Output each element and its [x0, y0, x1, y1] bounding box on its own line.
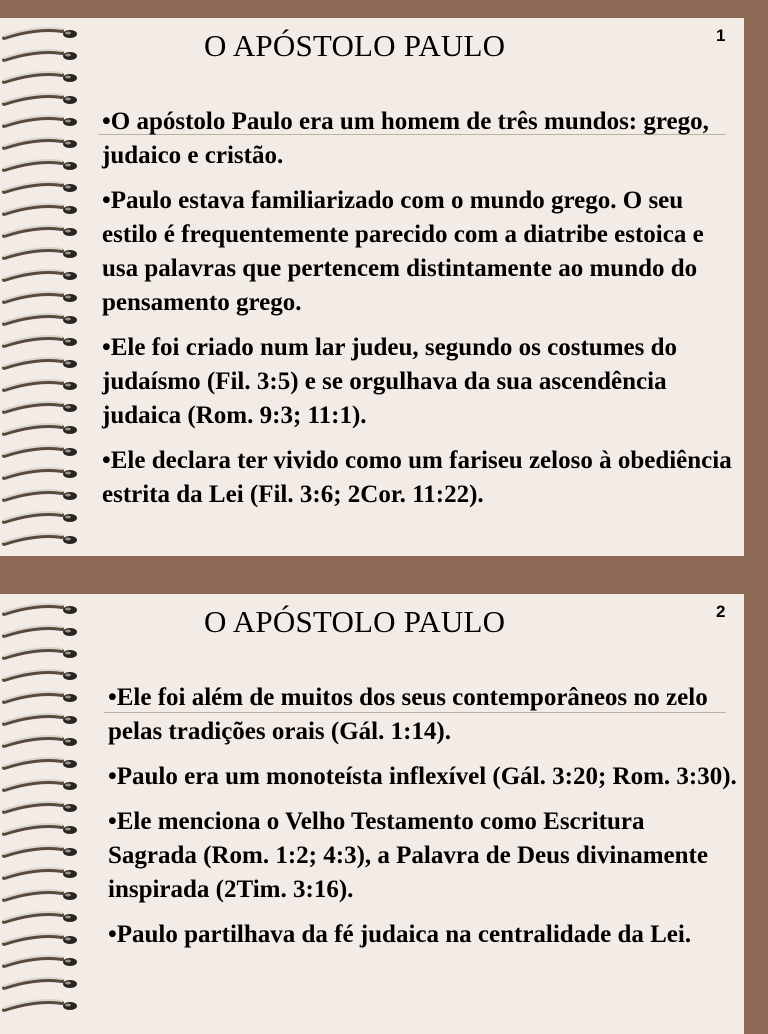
spiral-ring: [4, 94, 77, 104]
spiral-ring: [4, 248, 77, 258]
spiral-ring: [4, 182, 77, 192]
spiral-ring: [4, 402, 77, 412]
spiral-ring: [4, 270, 77, 280]
spiral-ring: [4, 204, 77, 214]
spiral-ring: [4, 912, 77, 922]
spiral-ring: [4, 226, 77, 236]
spiral-ring: [4, 978, 77, 988]
spiral-ring: [4, 802, 77, 812]
spiral-ring: [4, 424, 77, 434]
spiral-ring: [4, 1000, 77, 1010]
spiral-ring: [4, 50, 77, 60]
spiral-ring: [4, 72, 77, 82]
spiral-ring: [4, 490, 77, 500]
paragraph: •Ele foi além de muitos dos seus contemporâneos no zelo pelas tradições orais (Gál. 1:14).: [108, 684, 708, 745]
spiral-ring: [4, 692, 77, 702]
spiral-ring: [4, 534, 77, 544]
spiral-ring: [4, 868, 77, 878]
slide-body: [108, 681, 738, 963]
spiral-ring: [4, 116, 77, 126]
spiral-ring: [4, 604, 77, 614]
paragraph: •Paulo era um monoteísta inflexível (Gál. 3:20; Rom. 3:30).: [108, 763, 737, 790]
spiral-ring: [4, 780, 77, 790]
paragraph: •Paulo estava familiarizado com o mundo grego. O seu estilo é frequentemente parecido com a diatribe estoica e usa palavras que pertencem distintamente ao mundo do pensamento grego.: [102, 187, 704, 316]
spiral-ring: [4, 380, 77, 390]
spiral-ring: [4, 160, 77, 170]
slide-number: 1: [716, 26, 726, 45]
paragraph: •O apóstolo Paulo era um homem de três mundos: grego, judaico e cristão.: [102, 108, 709, 169]
spiral-ring: [4, 292, 77, 302]
spiral-ring: [4, 648, 77, 658]
spiral-ring: [4, 934, 77, 944]
spiral-binding: [0, 594, 84, 1034]
spiral-ring: [4, 846, 77, 856]
slide-title: O APÓSTOLO PAULO: [204, 28, 506, 63]
spiral-ring: [4, 736, 77, 746]
spiral-ring: [4, 714, 77, 724]
slide-number: 2: [716, 602, 726, 621]
paragraph: •Ele declara ter vivido como um fariseu zeloso à obediência estrita da Lei (Fil. 3:6; 2Cor. 11:22).: [102, 447, 732, 508]
spiral-ring: [4, 758, 77, 768]
spiral-ring: [4, 336, 77, 346]
spiral-ring: [4, 956, 77, 966]
slide-title: O APÓSTOLO PAULO: [204, 604, 506, 639]
spiral-ring: [4, 670, 77, 680]
spiral-ring: [4, 890, 77, 900]
paragraph: •Ele menciona o Velho Testamento como Escritura Sagrada (Rom. 1:2; 4:3), a Palavra de Deus divinamente inspirada (2Tim. 3:16).: [108, 808, 708, 903]
slide-1: [0, 18, 744, 556]
spiral-ring: [4, 626, 77, 636]
spiral-ring: [4, 138, 77, 148]
spiral-ring: [4, 512, 77, 522]
spiral-ring: [4, 468, 77, 478]
spiral-ring: [4, 446, 77, 456]
paragraph: •Ele foi criado num lar judeu, segundo os costumes do judaísmo (Fil. 3:5) e se orgulhava da sua ascendência judaica (Rom. 9:3; 11:1).: [102, 334, 678, 429]
slide-body: [102, 105, 742, 523]
spiral-ring: [4, 358, 77, 368]
paragraph: •Paulo partilhava da fé judaica na centralidade da Lei.: [108, 921, 692, 948]
spiral-binding: [0, 18, 84, 556]
spiral-ring: [4, 314, 77, 324]
spiral-ring: [4, 824, 77, 834]
spiral-ring: [4, 28, 77, 38]
slide-2: [0, 594, 744, 1034]
